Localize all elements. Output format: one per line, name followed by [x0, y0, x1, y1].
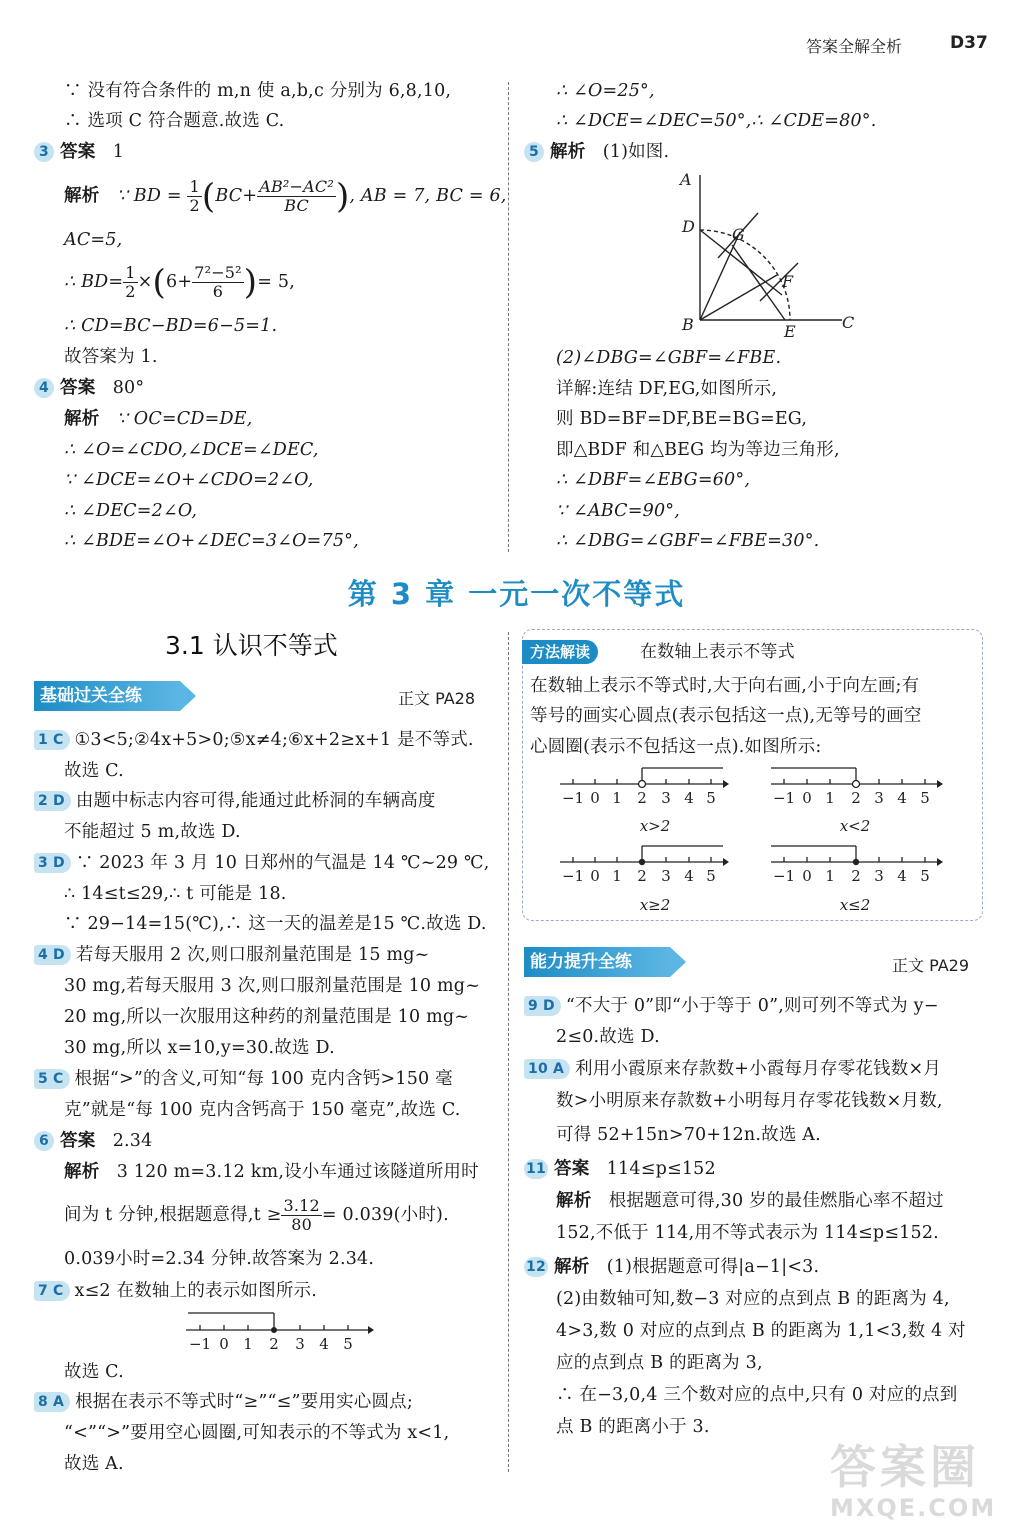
text-line	[64, 408, 252, 430]
label-f: F	[782, 272, 794, 291]
item-2	[34, 790, 436, 812]
item-tag: 5 C	[34, 1069, 70, 1089]
text-line: 故答案为 1.	[64, 347, 158, 367]
item-tag: 7 C	[34, 1281, 70, 1301]
text-line: ∴ ∠BDE=∠O+∠DEC=3∠O=75°,	[64, 531, 359, 551]
tick-label: 5	[920, 867, 930, 885]
fraction	[257, 178, 336, 215]
text-line: 故选 C.	[64, 1362, 124, 1382]
text-line: 不能超过 5 m,故选 D.	[64, 822, 241, 842]
denominator: 80	[291, 1215, 313, 1234]
label-a: A	[680, 170, 692, 189]
text-line: “<”“>”要用空心圆圈,可知表示的不等式为 x<1,	[64, 1423, 450, 1443]
numerator: 1	[125, 263, 136, 282]
label-b: B	[682, 315, 694, 334]
formula-text: ∵ BD =	[116, 186, 182, 206]
fraction	[192, 264, 244, 301]
fraction	[187, 178, 201, 215]
text-line: ∵ 29−14=15(℃),∴ 这一天的温差是15 ℃.故选 D.	[64, 914, 487, 934]
analysis-label: 解析	[64, 1162, 100, 1182]
text-span: 利用小霞原来存款数+小霞每月存零花钱数×月	[575, 1059, 942, 1079]
label-d: D	[682, 217, 695, 236]
text-line: ∴ ∠DBF=∠EBG=60°,	[556, 470, 751, 490]
question-12-header	[524, 1256, 819, 1278]
paren: )	[243, 262, 258, 303]
item-9	[524, 995, 939, 1017]
tick-label: 2	[269, 1335, 279, 1353]
item-4	[34, 944, 430, 966]
tick-label: −1	[561, 867, 585, 885]
tick-label: 2	[851, 867, 861, 885]
tick-label: 1	[612, 867, 622, 885]
label-c: C	[842, 313, 855, 332]
text-line: 心圆圈(表示不包括这一点).如图所示:	[530, 737, 822, 757]
item-1	[34, 729, 474, 751]
answer-value: 80°	[112, 378, 145, 398]
question-5-header	[524, 141, 669, 163]
section-title: 3.1 认识不等式	[165, 631, 338, 660]
tick-label: 0	[590, 789, 600, 807]
numerator: 3.12	[283, 1196, 320, 1215]
text-line: 应的点到点 B 的距离为 3,	[556, 1353, 763, 1373]
analysis-label: 解析	[554, 1257, 590, 1277]
item-tag: 8 A	[34, 1392, 70, 1412]
formula-text: BC+	[215, 186, 258, 206]
tick-label: 3	[874, 867, 884, 885]
answer-label: 答案	[60, 142, 96, 162]
text-span: ∵ 2023 年 3 月 10 日郑州的气温是 14 ℃~29 ℃,	[75, 853, 490, 873]
item-10	[524, 1058, 941, 1080]
text-line: 20 mg,所以一次服用这种药的剂量范围是 10 mg~	[64, 1007, 470, 1027]
watermark-logo	[830, 1440, 1020, 1530]
item-tag: 1 C	[34, 730, 70, 750]
answer-value: 1	[112, 142, 125, 162]
text-line: ∵ ∠DCE=∠O+∠CDO=2∠O,	[64, 470, 314, 490]
text-line: 2≤0.故选 D.	[556, 1027, 660, 1047]
tick-label: 2	[637, 867, 647, 885]
caption-ge: x≥2	[639, 896, 671, 914]
text-line: ∴ 在−3,0,4 三个数对应的点中,只有 0 对应的点到	[556, 1385, 958, 1405]
text-line: ∴ ∠DEC=2∠O,	[64, 501, 198, 521]
text-line: 故选 C.	[64, 761, 124, 781]
text-span: 3 120 m=3.12 km,设小车通过该隧道所用时	[116, 1162, 479, 1182]
tick-label: 1	[243, 1335, 253, 1353]
analysis-label: 解析	[550, 142, 586, 162]
watermark-text: 答案圈	[830, 1440, 980, 1494]
text-span: (1)根据题意可得|a−1|<3.	[606, 1257, 820, 1277]
text-line: 克”就是“每 100 克内含钙高于 150 毫克”,故选 C.	[64, 1100, 461, 1120]
text-span: 根据“>”的含义,可知“每 100 克内含钙>150 毫	[74, 1069, 453, 1089]
tick-label: 4	[684, 867, 694, 885]
text-line: 即△BDF 和△BEG 均为等边三角形,	[556, 440, 840, 460]
question-number-badge: 12	[524, 1257, 548, 1277]
answer-value: 114≤p≤152	[606, 1159, 716, 1179]
item-8	[34, 1391, 413, 1413]
label-e: E	[784, 322, 796, 341]
text-line: 点 B 的距离小于 3.	[556, 1417, 710, 1437]
tick-label: 3	[874, 789, 884, 807]
denominator: 2	[125, 282, 136, 301]
question-3-formula-2	[64, 264, 295, 301]
item-tag: 4 D	[34, 945, 71, 965]
text-line: 152,不低于 114,用不等式表示为 114≤p≤152.	[556, 1223, 939, 1243]
text-line: (2)∠DBG=∠GBF=∠FBE.	[556, 348, 782, 368]
tick-label: 4	[897, 867, 907, 885]
tick-label: −1	[188, 1335, 212, 1353]
banner-ability-practice: 能力提升全练	[524, 947, 670, 977]
tick-label: 0	[802, 789, 812, 807]
tick-label: 3	[661, 789, 671, 807]
text-span: 间为 t 分钟,根据题意得,t ≥	[64, 1205, 282, 1225]
question-6-formula	[64, 1197, 449, 1234]
question-number-badge: 4	[34, 378, 54, 398]
page-number: D37	[950, 33, 988, 53]
answer-label: 答案	[554, 1159, 590, 1179]
line-eg	[732, 245, 785, 320]
text-span: ∵ OC=CD=DE,	[116, 409, 253, 429]
text-line: 在数轴上表示不等式时,大于向右画,小于向左画;有	[530, 676, 920, 696]
banner-basic-practice: 基础过关全练	[34, 681, 180, 711]
text-line	[556, 1190, 944, 1212]
tick-label: 0	[219, 1335, 229, 1353]
text-line: ∴ ∠O=25°,	[556, 81, 655, 101]
tick-label: 3	[661, 867, 671, 885]
paren: (	[201, 176, 216, 217]
answer-label: 答案	[60, 1131, 96, 1151]
item-7	[34, 1280, 317, 1302]
analysis-label: 解析	[556, 1191, 592, 1211]
question-number-badge: 6	[34, 1131, 54, 1151]
question-6-answer	[34, 1130, 152, 1152]
caption-le: x≤2	[839, 896, 871, 914]
number-line-q7	[178, 1310, 378, 1354]
formula-text: ∴ BD=	[64, 272, 124, 292]
item-5	[34, 1068, 453, 1090]
text-line: 可得 52+15n>70+12n.故选 A.	[556, 1125, 821, 1145]
fraction	[123, 264, 137, 301]
tick-label: 2	[637, 789, 647, 807]
text-line: ∴ ∠DBG=∠GBF=∠FBE=30°.	[556, 531, 820, 551]
text-line: 30 mg,所以 x=10,y=30.故选 D.	[64, 1038, 335, 1058]
text-span: 若每天服用 2 次,则口服剂量范围是 15 mg~	[75, 945, 430, 965]
tick-label: 1	[825, 867, 835, 885]
tick-label: 0	[802, 867, 812, 885]
text-line: ∴ ∠DCE=∠DEC=50°,∴ ∠CDE=80°.	[556, 111, 877, 131]
analysis-label: 解析	[64, 186, 100, 206]
question-11-answer	[524, 1158, 716, 1180]
column-divider-bottom	[508, 632, 509, 1472]
tick-label: 1	[612, 789, 622, 807]
text-span: (1)如图.	[602, 142, 670, 162]
tick-label: 1	[825, 789, 835, 807]
tick-label: 4	[684, 789, 694, 807]
item-tag: 2 D	[34, 791, 71, 811]
running-header-title: 答案全解全析	[806, 37, 903, 56]
denominator: 6	[212, 282, 224, 301]
tick-label: −1	[561, 789, 585, 807]
chapter-title: 第 3 章 一元一次不等式	[347, 577, 686, 611]
text-line: 则 BD=BF=DF,BE=BG=EG,	[556, 409, 808, 429]
text-line: 数>小明原来存款数+小明每月存零花钱数×月数,	[556, 1091, 943, 1111]
paren: (	[152, 262, 166, 303]
text-line: AC=5,	[64, 230, 123, 250]
text-line: (2)由数轴可知,数−3 对应的点到点 B 的距离为 4,	[556, 1289, 950, 1309]
text-line: 4>3,数 0 对应的点到点 B 的距离为 1,1<3,数 4 对	[556, 1321, 966, 1341]
denominator: BC	[284, 196, 309, 215]
tick-label: 5	[920, 789, 930, 807]
answer-value: 2.34	[112, 1131, 153, 1151]
denominator: 2	[189, 196, 200, 215]
tick-label: 3	[295, 1335, 305, 1353]
formula-text: = 5,	[257, 272, 295, 292]
tick-label: 4	[897, 789, 907, 807]
text-line: ∵ 没有符合条件的 m,n 使 a,b,c 分别为 6,8,10,	[64, 81, 452, 101]
column-divider-top	[508, 82, 509, 552]
page-ref-1: 正文 PA28	[398, 689, 476, 708]
label-g: G	[732, 225, 745, 244]
tick-label: 0	[590, 867, 600, 885]
formula-text: , AB = 7, BC = 6,	[349, 186, 507, 206]
question-number-badge: 11	[524, 1159, 548, 1179]
text-line: ∴ 14≤t≤29,∴ t 可能是 18.	[64, 884, 287, 904]
question-4-answer	[34, 377, 144, 399]
geometry-figure	[670, 165, 870, 345]
item-tag: 9 D	[524, 996, 561, 1016]
numerator: 1	[189, 177, 200, 196]
number-line-examples	[555, 764, 955, 919]
caption-gt: x>2	[639, 817, 671, 835]
text-line	[64, 1161, 479, 1183]
analysis-label: 解析	[64, 409, 100, 429]
text-line: 30 mg,若每天服用 3 次,则口服剂量范围是 10 mg~	[64, 976, 481, 996]
text-line: ∴ 选项 C 符合题意.故选 C.	[64, 111, 285, 131]
formula-text: ×	[137, 272, 153, 292]
formula-text: 6+	[166, 272, 193, 292]
item-tag: 3 D	[34, 853, 71, 873]
paren: )	[335, 176, 350, 217]
text-span: 根据题意可得,30 岁的最佳燃脂心率不超过	[608, 1191, 944, 1211]
text-span: = 0.039(小时).	[321, 1205, 449, 1225]
tick-label: 5	[706, 789, 716, 807]
item-3	[34, 852, 490, 874]
text-line: ∴ ∠O=∠CDO,∠DCE=∠DEC,	[64, 440, 319, 460]
question-number-badge: 5	[524, 142, 544, 162]
tick-label: 4	[319, 1335, 329, 1353]
method-title: 在数轴上表示不等式	[640, 642, 795, 662]
text-line: ∴ CD=BC−BD=6−5=1.	[64, 316, 278, 336]
text-span: x≤2 在数轴上的表示如图所示.	[74, 1281, 317, 1301]
tick-label: 5	[343, 1335, 353, 1353]
fraction	[281, 1197, 321, 1234]
tick-label: −1	[772, 867, 796, 885]
question-number-badge: 3	[34, 142, 54, 162]
text-span: 根据在表示不等式时“≥”“≤”要用实心圆点;	[75, 1392, 413, 1412]
text-span: 由题中标志内容可得,能通过此桥洞的车辆高度	[75, 791, 436, 811]
text-line: 等号的画实心圆点(表示包括这一点),无等号的画空	[530, 706, 922, 726]
numerator: AB²−AC²	[259, 177, 334, 196]
answer-label: 答案	[60, 378, 96, 398]
tick-label: −1	[772, 789, 796, 807]
page-ref-2: 正文 PA29	[892, 956, 970, 975]
text-line: 故选 A.	[64, 1454, 124, 1474]
caption-lt: x<2	[839, 817, 871, 835]
method-tag: 方法解读	[522, 640, 598, 664]
tick-label: 5	[706, 867, 716, 885]
text-span: ①3<5;②4x+5>0;⑤x≠4;⑥x+2≥x+1 是不等式.	[74, 730, 474, 750]
question-3-answer	[34, 141, 124, 163]
text-line: ∵ ∠ABC=90°,	[556, 501, 681, 521]
text-line: 0.039小时=2.34 分钟.故答案为 2.34.	[64, 1249, 375, 1269]
text-line: 详解:连结 DF,EG,如图所示,	[556, 379, 778, 399]
item-tag: 10 A	[524, 1059, 570, 1079]
watermark-url: MXQE.COM	[830, 1494, 997, 1522]
numerator: 7²−5²	[194, 263, 242, 282]
question-3-formula-1	[64, 178, 507, 215]
text-span: “不大于 0”即“小于等于 0”,则可列不等式为 y−	[565, 996, 939, 1016]
tick-label: 2	[851, 789, 861, 807]
